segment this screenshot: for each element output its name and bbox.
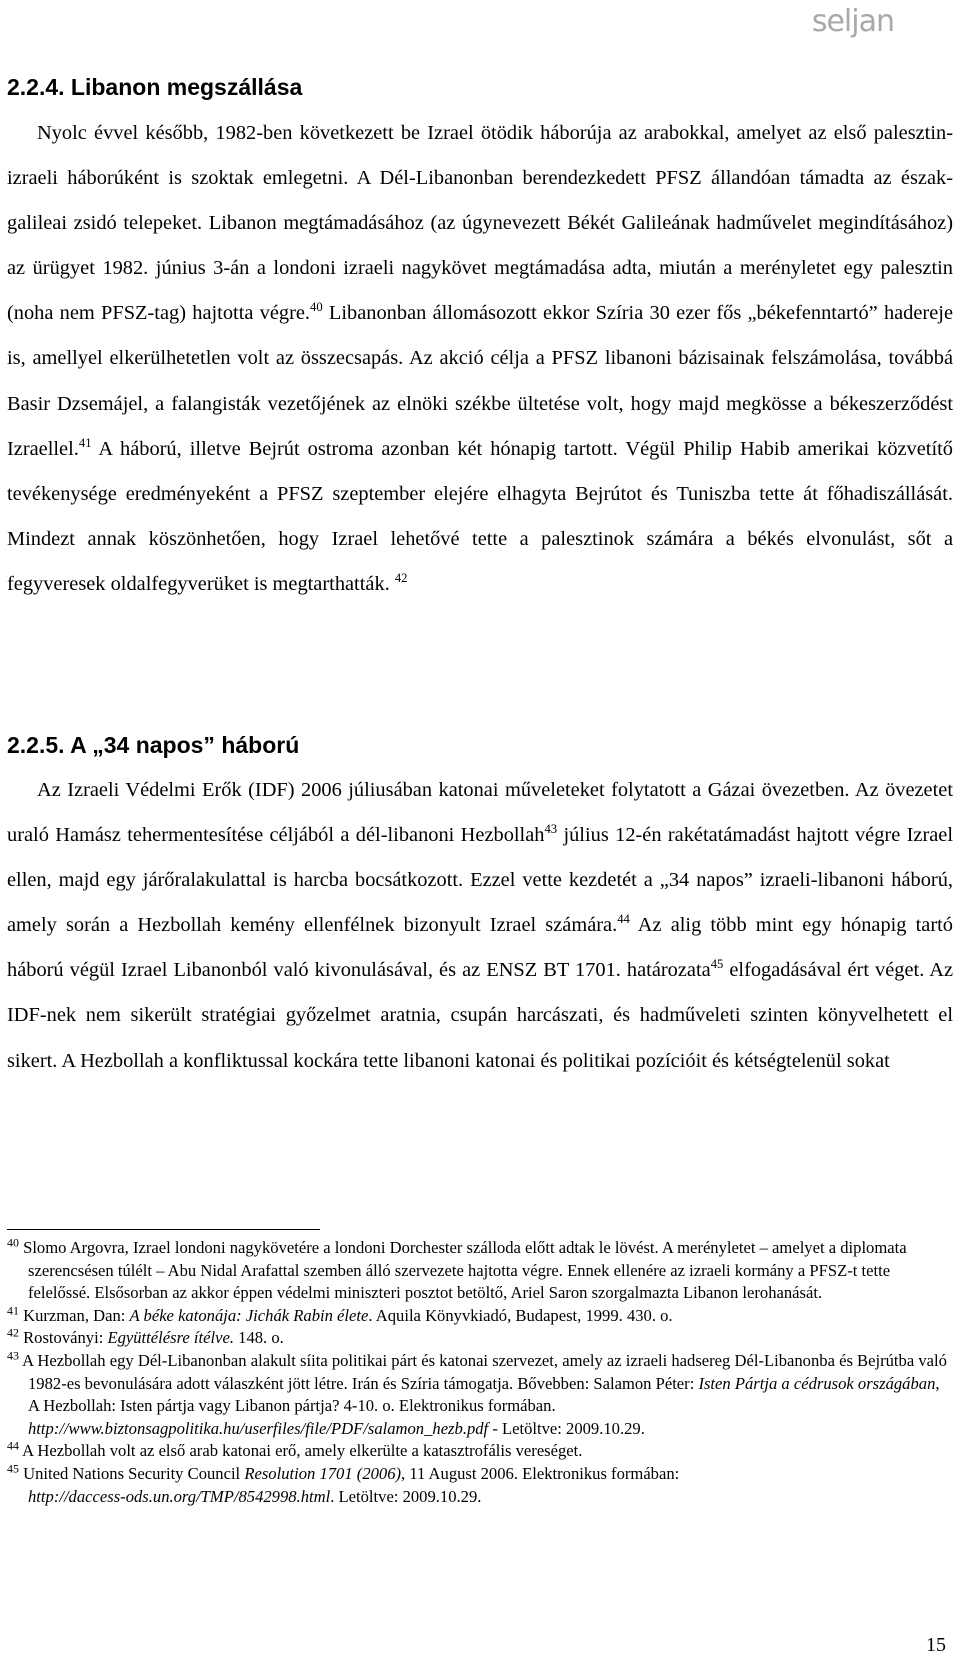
footnote-ref[interactable]: 41 [78,435,92,450]
footnote-number: 42 [7,1325,19,1340]
footnote-43 [7,1350,953,1440]
footnote-text: Rostoványi: [23,1328,108,1348]
footnote-ref[interactable]: 44 [617,912,630,927]
footnote-ref[interactable]: 43 [544,822,558,837]
text-segment: A háború, illetve Bejrút ostroma azonban két hónapig tartott. Végül Philip Habib amerikai közvetítő tevékenysége eredményeként a PFSZ szeptember elejére elhagyta Bejrútot és Tuniszba tette át főhadiszállását. Mindezt annak köszönhetően, hogy Izrael lehetővé tette a palesztinok számára a békés elvonulást, sőt a fegyveresek oldalfegyverüket is megtarthatták. [7,437,953,595]
footnote-text: . Letöltve: 2009.10.29. [330,1486,482,1506]
page-number: 15 [926,1634,946,1656]
footnote-40 [7,1237,953,1305]
footnote-italic-text: Isten Pártja a cédrusok országában [698,1373,936,1393]
footnote-text: Kurzman, Dan: [23,1305,130,1325]
paragraph-libanon [7,111,953,607]
footnote-text: Slomo Argovra, Izrael londoni nagykövetére a londoni Dorchester szálloda előtt adtak le lövést. A merényletet – amelyet a diplomata szerencsésen túlélt – Abu Nidal Arafattal szemben álló szervezete hajtotta végre. Ennek ellenére az izraeli kormány a PFSZ-t tette felelőssé. Elsősorban az akkor éppen védelmi miniszteri posztot betöltő, Ariel Saron szorgalmazta Libanon lerohanását. [23,1238,907,1303]
section-heading-libanon: 2.2.4. Libanon megszállása [7,74,303,100]
footnote-italic-text: Resolution 1701 (2006) [244,1463,402,1483]
footnote-number: 44 [7,1438,19,1453]
footnote-text: United Nations Security Council [23,1463,245,1483]
footnote-text: , A Hezbollah: Isten pártja vagy Libanon pártja? 4-10. o. Elektronikus formában. [28,1373,940,1416]
footnote-text: A Hezbollah egy Dél-Libanonban alakult síita politikai párt és katonai szervezet, amely az izraeli hadsereg Dél-Libanonba és Bejrútba való 1982-es bevonulására adott válaszként jött létre. Irán és Szíria támogatja. Bővebben: Salamon Péter: [22,1350,947,1393]
footnote-ref[interactable]: 45 [710,957,724,972]
text-segment: Nyolc évvel később, 1982-ben következett be Izrael ötödik háborúja az arabokkal, amelyet az első palesztin-izraeli háborúként is szoktak emlegetni. A Dél-Libanonban berendezkedett PFSZ állandóan támadta az észak-galileai zsidó telepeket. Libanon megtámadásához (az úgynevezett Békét Galileának hadművelet megindításához) az ürügyet 1982. június 3-án a londoni izraeli nagykövet megtámadása adta, miután a merényletet egy palesztin (noha nem PFSZ-tag) hajtotta végre. [7,122,953,325]
footnotes [7,1237,953,1508]
footnote-45 [7,1463,953,1508]
footnote-italic-text: A béke katonája: Jichák Rabin élete [129,1305,369,1325]
footnote-41 [7,1305,953,1328]
footnote-italic-text: http://www.biztonsagpolitika.hu/userfiles/file/PDF/salamon_hezb.pdf [28,1418,489,1438]
footnote-number: 45 [7,1461,19,1476]
footnote-text: , 11 August 2006. Elektronikus formában: [401,1463,680,1483]
footnote-text: A Hezbollah volt az első arab katonai erő, amely elkerülte a katasztrofális vereséget. [22,1441,583,1461]
footnote-44 [7,1440,953,1463]
footnote-number: 43 [7,1348,19,1363]
footnote-ref[interactable]: 40 [310,300,323,315]
text-segment: július 12-én rakétatámadást hajtott végre Izrael ellen, majd egy járőralakulattal is harcba bocsátkozott. Ezzel vette kezdetét a „34 napos” izraeli-libanoni háború, amely során a Hezbollah kemény ellenfélnek bizonyult Izrael számára. [7,824,954,937]
footnote-ref[interactable]: 42 [394,571,408,586]
footnote-text: 148. o. [234,1328,284,1348]
footnote-number: 41 [7,1303,19,1318]
text-segment: Az alig több mint egy hónapig tartó háború végül Izrael Libanonból való kivonulásával, és az ENSZ BT 1701. határozata [7,914,953,982]
text-segment: elfogadásával ért véget. Az IDF-nek nem sikerült stratégiai győzelmet aratnia, csupán harcászati, és hadműveleti szinten könyvelhetett el sikert. A Hezbollah a konfliktussal kockára tette libanoni katonai és politikai pozícióit és kétségtelenül sokat [7,959,953,1072]
footnote-separator [7,1229,320,1230]
paragraph-34-napos [7,768,953,1084]
footnote-italic-text: Együttélésre ítélve. [107,1328,234,1348]
footnote-italic-text: http://daccess-ods.un.org/TMP/8542998.html [28,1486,331,1506]
section-heading-34-napos: 2.2.5. A „34 napos” háború [7,732,300,758]
footnote-number: 40 [7,1235,19,1250]
footnote-text: - Letöltve: 2009.10.29. [488,1418,645,1438]
footnote-42 [7,1327,953,1350]
text-segment: Az Izraeli Védelmi Erők (IDF) 2006 júliusában katonai műveleteket folytatott a Gázai övezetben. Az övezetet uraló Hamász tehermentesítése céljából a dél-libanoni Hezbollah [7,779,953,847]
text-segment: Libanonban állomásozott ekkor Szíria 30 ezer fős „békefenntartó” hadereje is, amellyel elkerülhetetlen volt az összecsapás. Az akció célja a PFSZ libanoni bázisainak felszámolása, továbbá Basir Dzsemájel, a falangisták vezetőjének az elnöki székbe ültetése volt, hogy majd megkösse a békeszerződést Izraellel. [7,302,953,460]
header-logo: seljan [811,4,894,39]
footnote-text: . Aquila Könyvkiadó, Budapest, 1999. 430. o. [368,1305,673,1325]
